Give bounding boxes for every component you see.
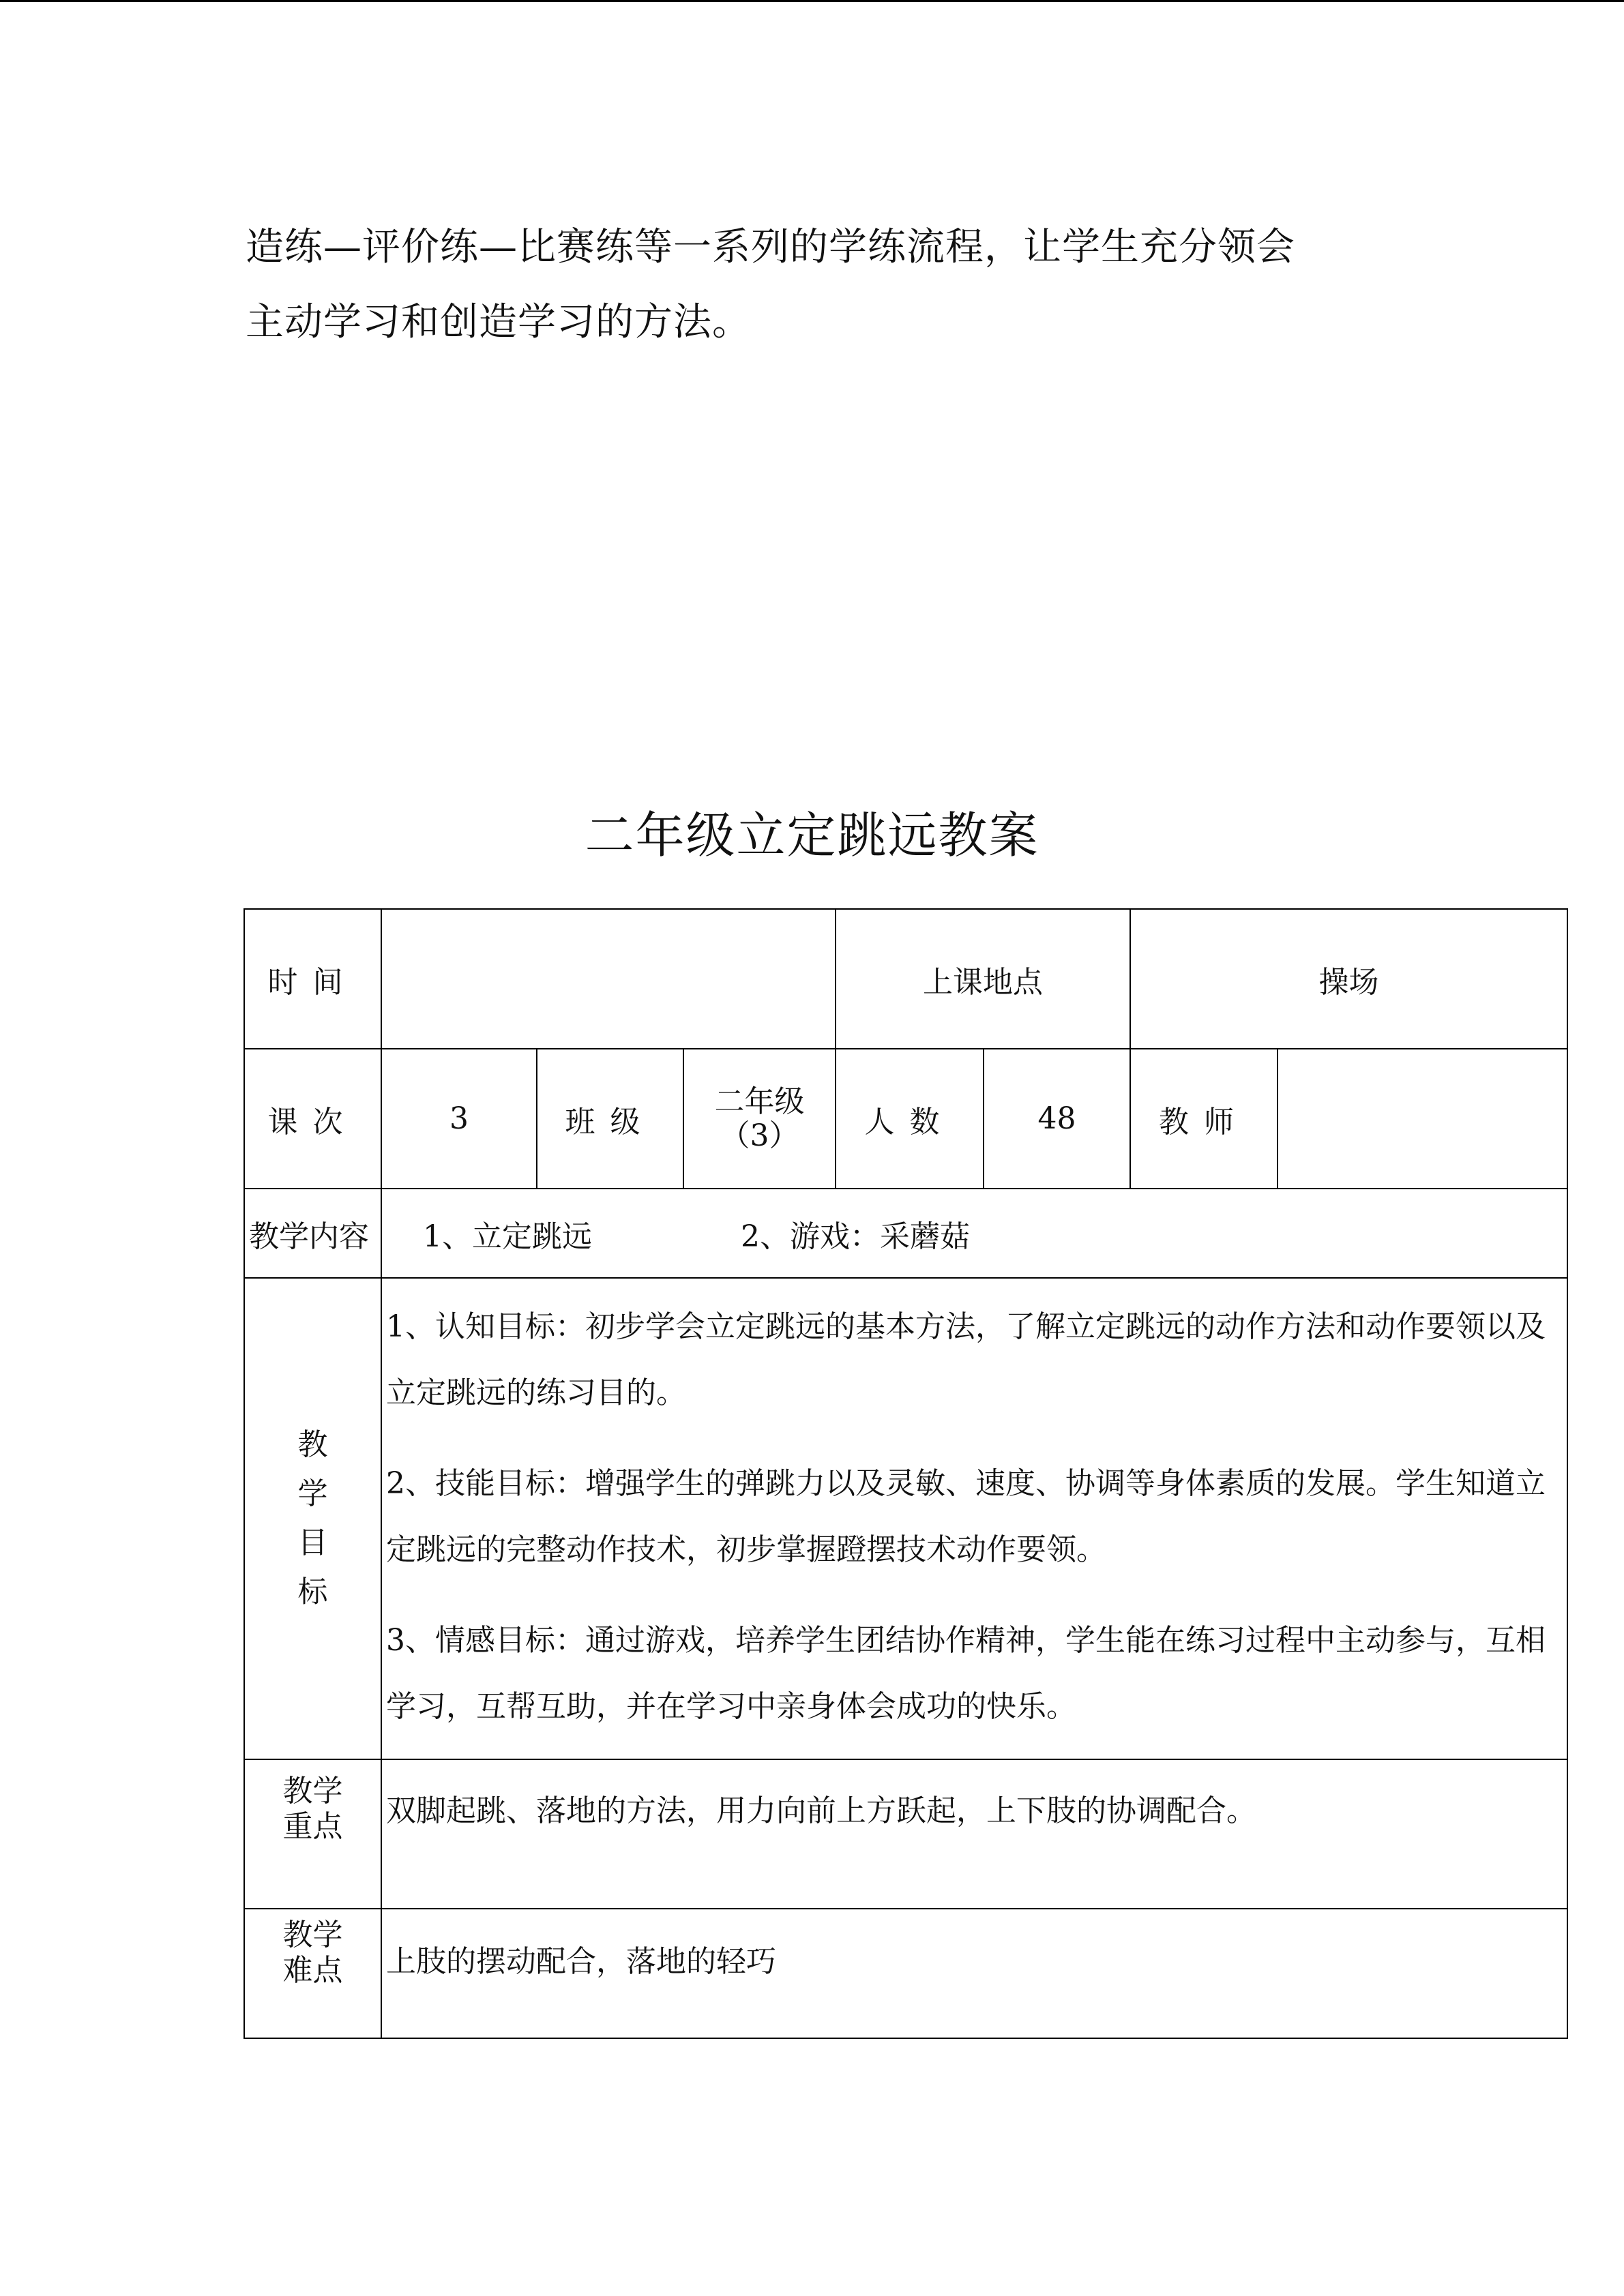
content-items bbox=[381, 1189, 1567, 1278]
objectives-label bbox=[244, 1278, 381, 1759]
lesson-value: 3 bbox=[381, 1049, 537, 1189]
objectives-label-char-4: 标 bbox=[297, 1575, 328, 1609]
table-row-lesson bbox=[244, 1049, 1567, 1189]
key-points-label-line-2: 重点 bbox=[282, 1809, 343, 1844]
difficulties-label bbox=[244, 1909, 381, 2038]
key-points-label-line-1: 教学 bbox=[282, 1774, 343, 1808]
class-value-grade: 二年级 bbox=[714, 1084, 805, 1119]
key-points-text: 双脚起跳、落地的方法，用力向前上方跃起，上下肢的协调配合。 bbox=[381, 1759, 1567, 1909]
table-row-objectives bbox=[244, 1278, 1567, 1759]
objectives-text bbox=[381, 1278, 1567, 1759]
place-label: 上课地点 bbox=[836, 909, 1130, 1049]
difficulties-text: 上肢的摆动配合，落地的轻巧 bbox=[381, 1909, 1567, 2038]
count-value: 48 bbox=[984, 1049, 1130, 1189]
objectives-label-char-3: 目 bbox=[297, 1525, 328, 1560]
intro-line-2: 主动学习和创造学习的方法。 bbox=[246, 300, 751, 344]
content-item-1: 1、立定跳远 bbox=[423, 1219, 592, 1254]
objective-emotion: 3、情感目标：通过游戏，培养学生团结协作精神，学生能在练习过程中主动参与，互相学习，互帮互助，并在学习中亲身体会成功的快乐。 bbox=[386, 1623, 1546, 1724]
objective-cognitive: 1、认知目标：初步学会立定跳远的基本方法，了解立定跳远的动作方法和动作要领以及立定跳远的练习目的。 bbox=[386, 1309, 1546, 1410]
lesson-plan-table bbox=[243, 908, 1568, 2039]
table-row-difficulties bbox=[244, 1909, 1567, 2038]
document-title: 二年级立定跳远教案 bbox=[585, 807, 1039, 864]
time-label: 时间 bbox=[244, 909, 381, 1049]
top-border-line bbox=[0, 0, 1624, 2]
teacher-value bbox=[1278, 1049, 1567, 1189]
class-value-number: （3） bbox=[720, 1118, 799, 1153]
table-row-time bbox=[244, 909, 1567, 1049]
intro-line-1: 造练—评价练—比赛练等一系列的学练流程，让学生充分领会 bbox=[246, 225, 1295, 269]
content-label: 教学内容 bbox=[244, 1189, 381, 1278]
place-value: 操场 bbox=[1130, 909, 1567, 1049]
difficulties-label-line-2: 难点 bbox=[282, 1953, 343, 1988]
lesson-label: 课次 bbox=[244, 1049, 381, 1189]
teacher-label: 教师 bbox=[1130, 1049, 1278, 1189]
key-points-label bbox=[244, 1759, 381, 1909]
content-item-2: 2、游戏：采蘑菇 bbox=[741, 1219, 970, 1254]
objectives-label-char-2: 学 bbox=[297, 1476, 328, 1511]
objectives-label-char-1: 教 bbox=[297, 1427, 328, 1462]
class-label: 班级 bbox=[537, 1049, 683, 1189]
difficulties-label-line-1: 教学 bbox=[282, 1918, 343, 1952]
class-value bbox=[683, 1049, 836, 1189]
count-label: 人数 bbox=[836, 1049, 984, 1189]
objective-skill: 2、技能目标：增强学生的弹跳力以及灵敏、速度、协调等身体素质的发展。学生知道立定跳远的完整动作技术，初步掌握蹬摆技术动作要领。 bbox=[386, 1466, 1546, 1567]
time-value bbox=[381, 909, 836, 1049]
table-row-key-points bbox=[244, 1759, 1567, 1909]
intro-paragraph bbox=[246, 210, 1405, 360]
table-row-content bbox=[244, 1189, 1567, 1278]
